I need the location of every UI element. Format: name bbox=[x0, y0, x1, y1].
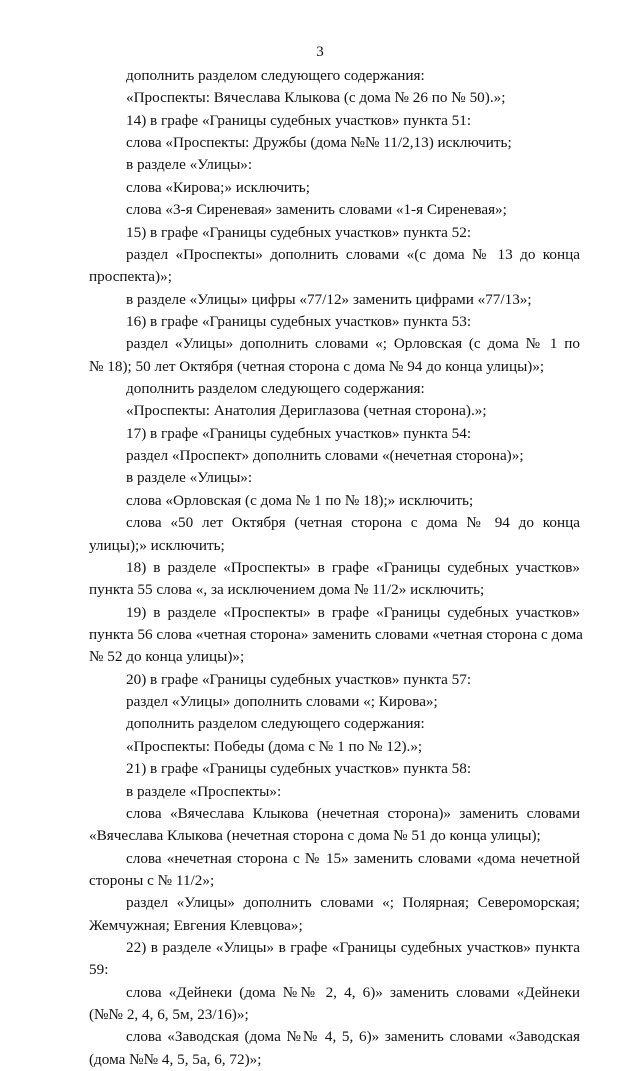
text-line: раздел «Улицы» дополнить словами «; Орловская (с дома № 1 по bbox=[126, 335, 580, 353]
text-line: № 52 до конца улицы)»; bbox=[89, 648, 245, 666]
text-line: слова «Дейнеки (дома №№ 2, 4, 6)» заменить словами «Дейнеки bbox=[126, 983, 580, 1001]
text-line: слова «Орловская (с дома № 1 по № 18);» исключить; bbox=[126, 491, 474, 509]
text-line: раздел «Улицы» дополнить словами «; Кирова»; bbox=[126, 693, 438, 711]
document-body bbox=[89, 65, 583, 1071]
text-line: «Вячеслава Клыкова (нечетная сторона с дома № 51 до конца улицы); bbox=[89, 827, 541, 845]
text-line: 59: bbox=[89, 961, 109, 979]
text-line: в разделе «Улицы»: bbox=[126, 156, 253, 174]
text-line: (дома №№ 4, 5, 5а, 6, 72)»; bbox=[89, 1050, 262, 1068]
text-line: слова «Кирова;» исключить; bbox=[126, 178, 310, 196]
text-line: слова «Заводская (дома №№ 4, 5, 6)» заменить словами «Заводская bbox=[126, 1028, 580, 1046]
text-line: «Проспекты: Вячеслава Клыкова (с дома № 26 по № 50).»; bbox=[126, 89, 506, 107]
text-line: Жемчужная; Евгения Клевцова»; bbox=[89, 916, 303, 934]
text-line: 21) в графе «Границы судебных участков» пункта 58: bbox=[126, 760, 472, 778]
text-line: раздел «Проспекты» дополнить словами «(с дома № 13 до конца bbox=[126, 245, 580, 263]
text-line: слова «3-я Сиреневая» заменить словами «1-я Сиреневая»; bbox=[126, 201, 507, 219]
text-line: в разделе «Улицы»: bbox=[126, 469, 253, 487]
text-line: раздел «Проспект» дополнить словами «(нечетная сторона)»; bbox=[126, 447, 524, 465]
text-line: дополнить разделом следующего содержания: bbox=[126, 67, 425, 84]
text-line: дополнить разделом следующего содержания: bbox=[126, 380, 425, 398]
text-line: улицы);» исключить; bbox=[89, 536, 225, 554]
text-line: слова «Проспекты: Дружбы (дома №№ 11/2,13) исключить; bbox=[126, 134, 512, 152]
text-line: 20) в графе «Границы судебных участков» пункта 57: bbox=[126, 670, 472, 688]
page-number: 3 bbox=[316, 44, 324, 60]
text-line: в разделе «Проспекты»: bbox=[126, 782, 282, 800]
text-line: 17) в графе «Границы судебных участков» пункта 54: bbox=[126, 424, 472, 442]
text-line: проспекта)»; bbox=[89, 268, 172, 286]
text-line: № 18); 50 лет Октября (четная сторона с дома № 94 до конца улицы)»; bbox=[89, 357, 545, 375]
text-line: дополнить разделом следующего содержания: bbox=[126, 715, 425, 733]
text-line: 15) в графе «Границы судебных участков» пункта 52: bbox=[126, 223, 472, 241]
text-line: слова «нечетная сторона с № 15» заменить словами «дома нечетной bbox=[126, 849, 580, 867]
text-line: пункта 56 слова «четная сторона» заменить словами «четная сторона с дома bbox=[89, 625, 583, 643]
text-line: (№№ 2, 4, 6, 5м, 23/16)»; bbox=[89, 1006, 249, 1024]
text-line: «Проспекты: Анатолия Дериглазова (четная сторона).»; bbox=[126, 402, 487, 420]
text-line: 14) в графе «Границы судебных участков» пункта 51: bbox=[126, 111, 472, 129]
text-line: в разделе «Улицы» цифры «77/12» заменить цифрами «77/13»; bbox=[126, 290, 532, 308]
text-line: стороны с № 11/2»; bbox=[89, 871, 215, 889]
text-line: 16) в графе «Границы судебных участков» пункта 53: bbox=[126, 312, 472, 330]
text-line: слова «50 лет Октября (четная сторона с дома № 94 до конца bbox=[126, 514, 580, 532]
text-line: раздел «Улицы» дополнить словами «; Полярная; Североморская; bbox=[126, 894, 580, 912]
text-line: 18) в разделе «Проспекты» в графе «Границы судебных участков» bbox=[126, 558, 580, 576]
text-line: слова «Вячеслава Клыкова (нечетная сторона)» заменить словами bbox=[126, 804, 580, 822]
text-line: пункта 55 слова «, за исключением дома № 11/2» исключить; bbox=[89, 581, 485, 599]
text-line: 19) в разделе «Проспекты» в графе «Границы судебных участков» bbox=[126, 603, 580, 621]
text-line: 22) в разделе «Улицы» в графе «Границы судебных участков» пункта bbox=[126, 939, 580, 957]
text-line: «Проспекты: Победы (дома с № 1 по № 12).»; bbox=[126, 737, 423, 755]
